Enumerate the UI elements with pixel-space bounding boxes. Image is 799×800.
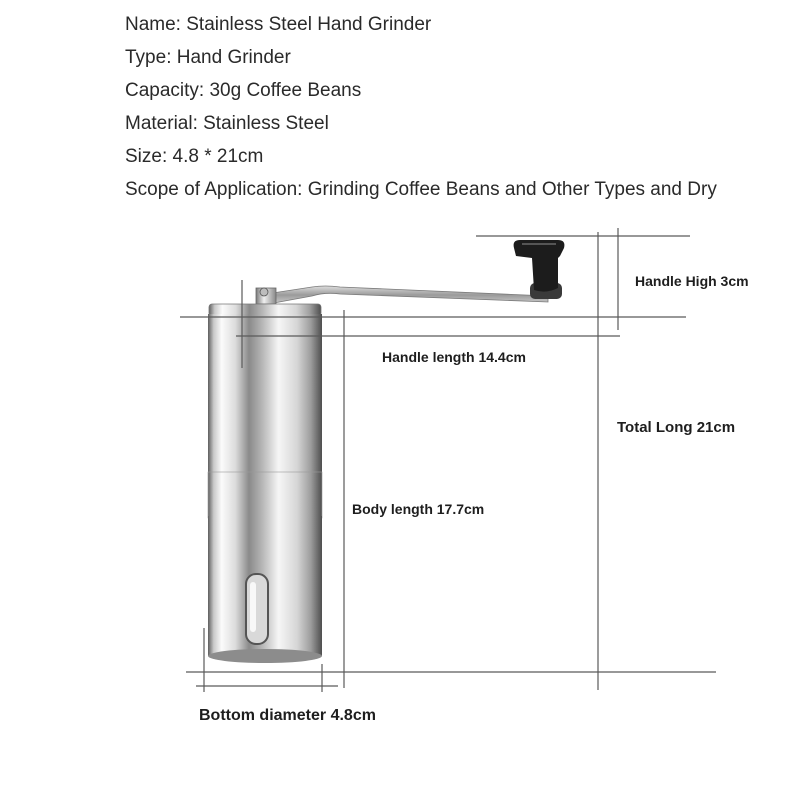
label-handle-high: Handle High 3cm <box>635 273 749 289</box>
grinder-window <box>246 574 268 644</box>
spec-size: Size: 4.8 * 21cm <box>125 146 264 167</box>
crank-knob <box>514 240 565 292</box>
spec-name: Name: Stainless Steel Hand Grinder <box>125 14 432 35</box>
spec-capacity: Capacity: 30g Coffee Beans <box>125 80 362 101</box>
label-handle-length: Handle length 14.4cm <box>382 349 526 365</box>
grinder-body-upper <box>208 314 322 474</box>
label-total-long: Total Long 21cm <box>617 419 736 436</box>
crank-arm <box>266 286 548 304</box>
label-body-length: Body length 17.7cm <box>352 501 485 517</box>
spec-type: Type: Hand Grinder <box>125 47 291 68</box>
label-bottom-diameter: Bottom diameter 4.8cm <box>199 707 376 724</box>
grinder-illustration <box>208 240 564 663</box>
spec-material: Material: Stainless Steel <box>125 113 329 134</box>
spec-scope: Scope of Application: Grinding Coffee Beans and Other Types and Dry <box>125 179 717 200</box>
grinder-band <box>208 472 322 518</box>
